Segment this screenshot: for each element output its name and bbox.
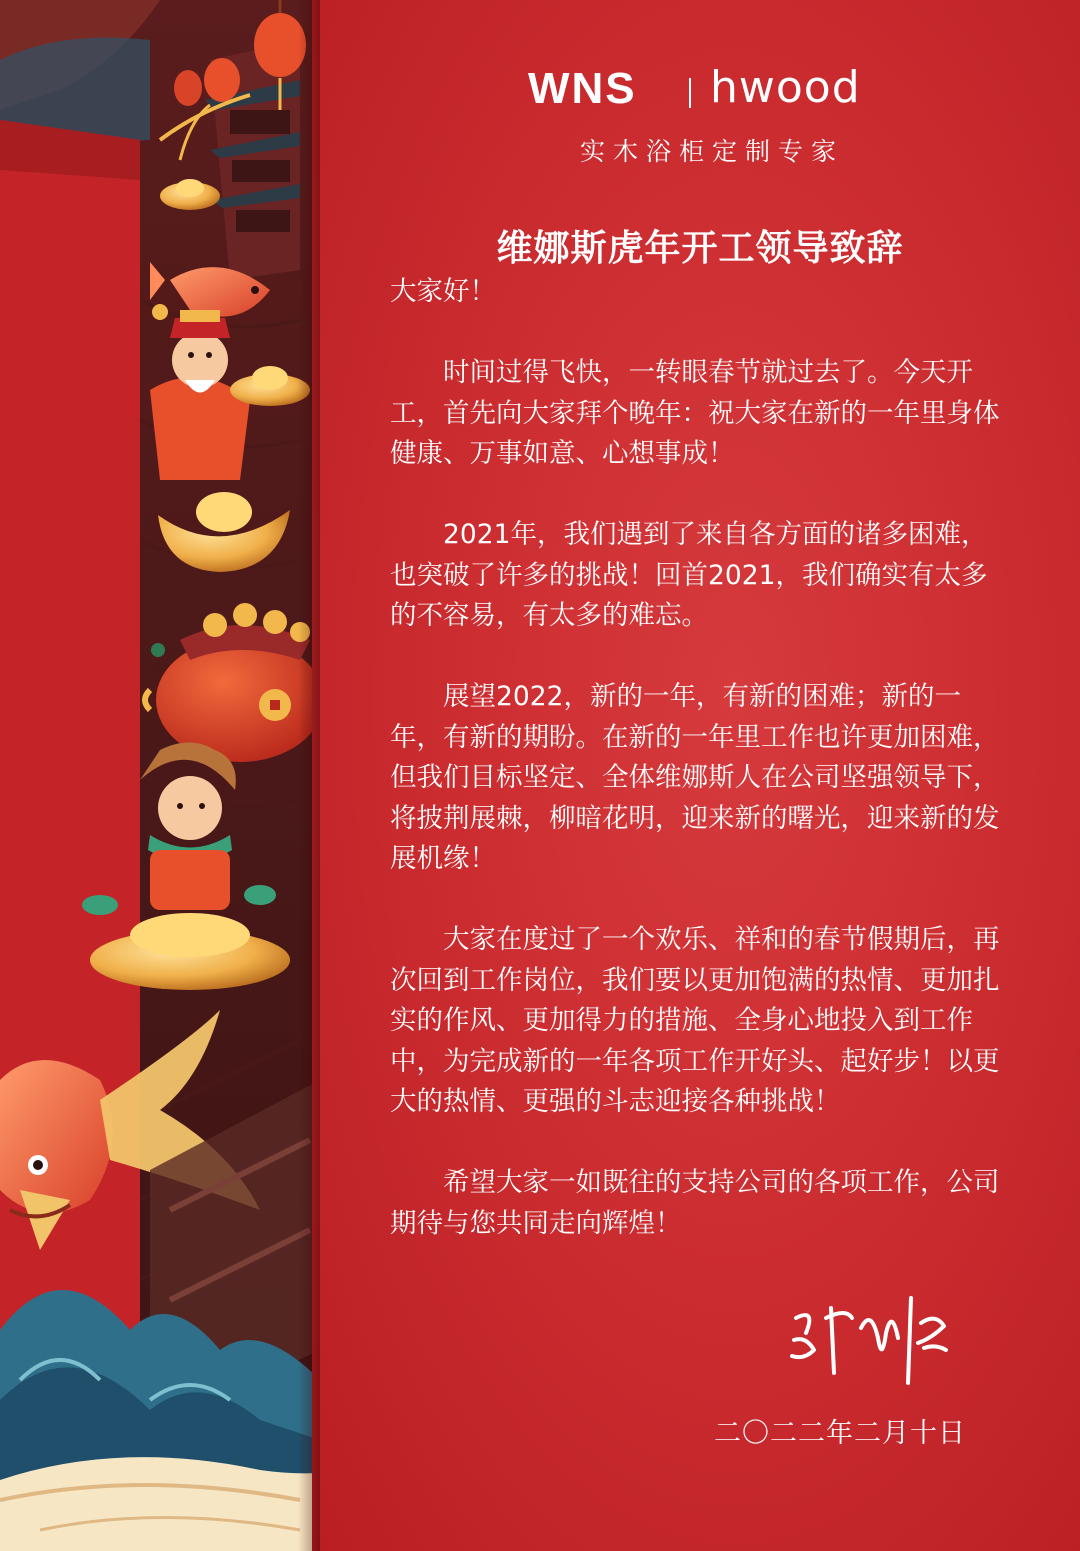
logo-divider	[689, 78, 691, 108]
brand-logo-wns: WNS	[528, 64, 637, 113]
greeting: 大家好！	[390, 276, 496, 307]
paragraph-5: 希望大家一如既往的支持公司的各项工作，公司期待与您共同走向辉煌！	[390, 1167, 1000, 1239]
speech-body	[390, 272, 1008, 1285]
paragraph-3: 展望2022，新的一年，有新的困难；新的一年，有新的期盼。在新的一年里工作也许更加困难，但我们目标坚定、全体维娜斯人在公司坚强领导下，将披荆展棘，柳暗花明，迎来新的曙光，迎来新的发展机缘！	[390, 681, 1000, 874]
signature	[786, 1278, 956, 1388]
brand-logo-hwood: hwood	[710, 62, 861, 113]
paragraph-1: 时间过得飞快，一转眼春节就过去了。今天开工，首先向大家拜个晚年：祝大家在新的一年里身体健康、万事如意、心想事成！	[390, 357, 1000, 469]
card-edge-shadow	[298, 0, 320, 1551]
signature-date: 二〇二二年二月十日	[714, 1418, 966, 1449]
paragraph-2: 2021年，我们遇到了来自各方面的诸多困难，也突破了许多的挑战！回首2021，我们确实有太多的不容易，有太多的难忘。	[390, 519, 988, 631]
paragraph-4: 大家在度过了一个欢乐、祥和的春节假期后，再次回到工作岗位，我们要以更加饱满的热情、更加扎实的作风、更加得力的措施、全身心地投入到工作中，为完成新的一年各项工作开好头、起好步！以更大的热情、更强的斗志迎接各种挑战！	[390, 924, 1000, 1117]
brand-tagline: 实木浴柜定制专家	[580, 137, 845, 166]
page-title: 维娜斯虎年开工领导致辞	[496, 228, 904, 269]
